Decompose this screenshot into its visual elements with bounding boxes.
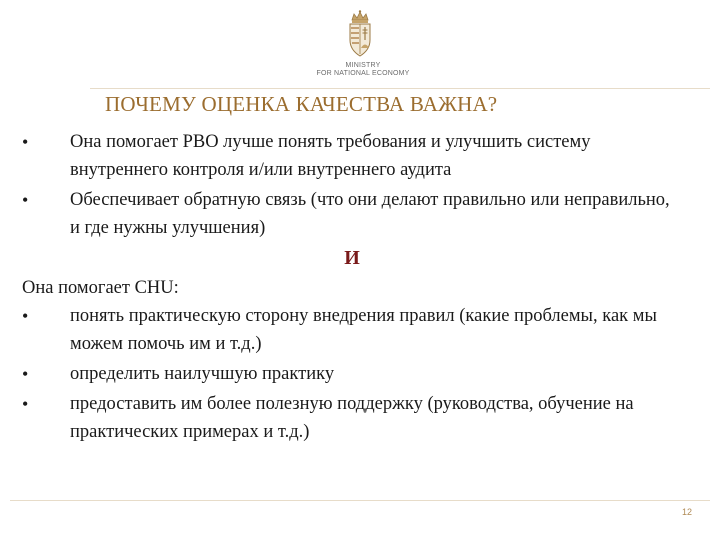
bullet-text: Обеспечивает обратную связь (что они делают правильно или неправильно, и где нужны улучшения) (70, 190, 670, 238)
bullet-text: Она помогает PBO лучше понять требования и улучшить систему внутреннего контроля и/или внутреннего аудита (70, 132, 591, 180)
ministry-line-1: MINISTRY (345, 62, 381, 69)
bullet-icon: • (22, 306, 29, 326)
bullet-text: понять практическую сторону внедрения правил (какие проблемы, как мы можем помочь им и т.д.) (70, 306, 657, 354)
ministry-line-2: FOR NATIONAL ECONOMY (316, 70, 410, 77)
bullet-icon: • (22, 190, 29, 210)
slide-body (22, 128, 672, 448)
footer-divider (10, 500, 710, 501)
title-divider (90, 88, 710, 89)
page-number: 12 (681, 507, 692, 517)
slide-title: ПОЧЕМУ ОЦЕНКА КАЧЕСТВА ВАЖНА? (105, 92, 498, 116)
and-separator: И (344, 247, 360, 269)
bullet-item (22, 186, 672, 242)
hungarian-crest-icon (346, 10, 374, 58)
ministry-logo (308, 10, 418, 84)
bullet-item (22, 390, 672, 446)
bullet-icon: • (22, 394, 29, 414)
intro-text: Она помогает CHU: (22, 278, 179, 298)
bullet-item (22, 360, 672, 388)
ministry-name (308, 62, 418, 78)
bullet-text: предоставить им более полезную поддержку (руководства, обучение на практических примерах и т.д.) (70, 394, 634, 442)
bullet-item (22, 302, 672, 358)
bullet-text: определить наилучшую практику (70, 364, 335, 384)
bullet-item (22, 128, 672, 184)
bullet-icon: • (22, 132, 29, 152)
bullet-icon: • (22, 364, 29, 384)
